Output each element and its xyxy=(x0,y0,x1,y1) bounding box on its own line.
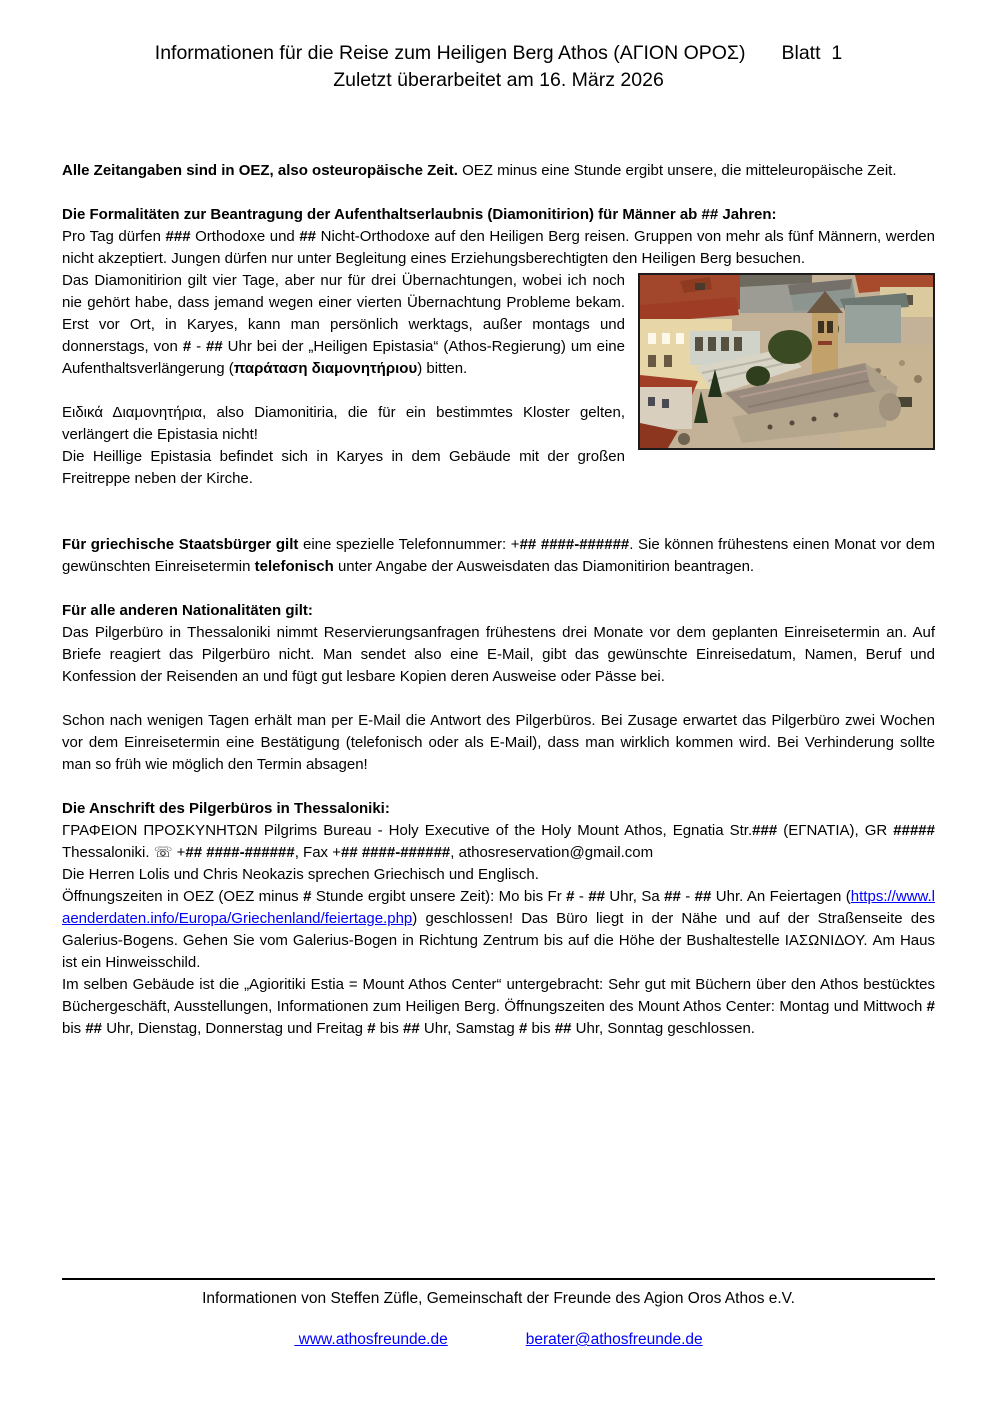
title-line-1 xyxy=(62,40,935,67)
text-run: OEZ minus eine Stunde ergibt unsere, die mitteleuropäische Zeit. xyxy=(457,162,897,179)
text-run: bis xyxy=(375,1020,404,1037)
text-run: - xyxy=(574,888,589,905)
text-run: Uhr, Sonntag geschlossen. xyxy=(571,1020,755,1037)
text-run: ### xyxy=(752,822,778,839)
blank-line xyxy=(62,578,935,600)
text-run: ## xyxy=(299,228,317,245)
document-footer xyxy=(62,1278,935,1409)
paragraph xyxy=(62,710,935,776)
text-run: telefonisch xyxy=(254,558,334,575)
email-link[interactable]: berater@athosfreunde.de xyxy=(525,1331,703,1348)
text-run: ## xyxy=(85,1020,103,1037)
text-run: + xyxy=(172,844,186,861)
blank-line xyxy=(62,490,935,512)
text-run: Orthodoxe und xyxy=(190,228,300,245)
paragraph xyxy=(62,226,935,270)
revision-date: Zuletzt überarbeitet am 16. März 2026 xyxy=(333,69,664,91)
paragraph xyxy=(62,160,935,182)
blank-line xyxy=(62,776,935,798)
document-header xyxy=(62,40,935,94)
aerial-photo-karyes xyxy=(638,273,935,450)
paragraph-heading xyxy=(62,600,935,622)
intro-section xyxy=(62,160,935,270)
text-run: - xyxy=(680,888,695,905)
main-section xyxy=(62,490,935,1040)
text-run: Uhr, Samstag xyxy=(419,1020,519,1037)
text-run: ## xyxy=(694,888,712,905)
paragraph-heading xyxy=(62,798,935,820)
text-run: ) bitten. xyxy=(417,360,468,377)
text-run: Ειδικά Διαμονητήρια, also Diamonitiria, die für ein bestimmtes Kloster gelten, verlängert die Epistasia nicht! xyxy=(62,404,625,443)
text-run: Alle Zeitangaben sind in OEZ, also osteuropäische Zeit. xyxy=(62,162,458,179)
text-run: ## ####-###### xyxy=(519,536,630,553)
text-run: Die Heillige Epistasia befindet sich in Karyes in dem Gebäude mit der großen Freitreppe neben der Kirche. xyxy=(62,448,625,487)
text-run: ## xyxy=(554,1020,572,1037)
text-run: ## xyxy=(664,888,681,905)
text-run: Die Formalitäten zur Beantragung der Aufenthaltserlaubnis (Diamonitirion) für Männer ab ## Jahren: xyxy=(62,206,777,223)
text-run: Die Herren Lolis und Chris Neokazis sprechen Griechisch und Englisch. xyxy=(62,866,539,883)
footer-divider xyxy=(62,1278,935,1280)
paragraph xyxy=(62,622,935,688)
blank-line xyxy=(62,688,935,710)
text-run: # xyxy=(518,1020,528,1037)
text-run: Für griechische Staatsbürger gilt xyxy=(62,536,299,553)
text-run: ### xyxy=(165,228,191,245)
document-body xyxy=(62,160,935,1040)
footer-links xyxy=(62,1331,935,1349)
text-run: Uhr, Dienstag, Donnerstag und Freitag xyxy=(102,1020,368,1037)
website-link[interactable]: www.athosfreunde.de xyxy=(294,1331,448,1348)
text-run: Im selben Gebäude ist die „Agioritiki Estia = Mount Athos Center“ untergebracht: Sehr gut mit Büchern über den Athos bestücktes Büchergeschäft, Ausstellungen, Informationen zum Heiligen Berg. Öffnungszeiten des Mount Athos Center: Montag und Mittwoch xyxy=(62,976,935,1015)
text-run: , athosreservation@gmail.com xyxy=(450,844,654,861)
aerial-photo-image xyxy=(640,275,933,448)
text-run: ΓΡΑΦΕΙΟΝ ΠΡΟΣΚΥΝΗΤΩΝ Pilgrims Bureau - Holy Executive of the Holy Mount Athos, Egnatia Str. xyxy=(62,822,753,839)
text-run: ## xyxy=(403,1020,420,1037)
text-run: eine spezielle Telefonnummer: + xyxy=(298,536,520,553)
text-run: Pro Tag dürfen xyxy=(62,228,166,245)
text-run: ##### xyxy=(893,822,935,839)
text-run: Stunde ergibt unsere Zeit): Mo bis Fr xyxy=(311,888,567,905)
text-run: , Fax + xyxy=(294,844,341,861)
blank-line xyxy=(62,512,935,534)
text-run: # xyxy=(182,338,192,355)
hyperlink[interactable]: https://www.laenderdaten.info/Europa/Griechenland/feiertage.php xyxy=(62,888,935,927)
text-run: # xyxy=(367,1020,376,1037)
text-run: Uhr. An Feiertagen ( xyxy=(711,888,851,905)
text-run: Die Anschrift des Pilgerbüros in Thessaloniki: xyxy=(62,800,390,817)
text-run: Schon nach wenigen Tagen erhält man per E-Mail die Antwort des Pilgerbüros. Bei Zusage erwartet das Pilgerbüro zwei Wochen vor dem Einreisetermin eine Bestätigung (telefonisch oder als E-Mail), dass man wirklich kommen wird. Bei Verhinderung sollte man so früh wie möglich den Termin absagen! xyxy=(62,712,935,773)
footer-credit: Informationen von Steffen Züfle, Gemeinschaft der Freunde des Agion Oros Athos e.V. xyxy=(202,1290,795,1307)
paragraph xyxy=(62,864,935,886)
paragraph xyxy=(62,820,935,864)
text-run: - xyxy=(191,338,207,355)
sheet-number: Blatt 1 xyxy=(781,42,843,64)
text-run: παράταση διαμονητήριου xyxy=(233,360,418,377)
text-run: ## xyxy=(206,338,223,355)
text-run: # xyxy=(303,888,312,905)
text-run: Nicht-Orthodoxe auf den Heiligen Berg reisen. Gruppen von mehr als fünf Männern, werden nicht akzeptiert. Jungen dürfen nur unter Begleitung eines Erziehungsberechtigten den Heiligen Berg besuchen. xyxy=(62,228,935,267)
phone-icon: ☏ xyxy=(153,844,173,861)
text-run: # xyxy=(566,888,575,905)
text-run: Uhr, Sa xyxy=(605,888,665,905)
paragraph-heading xyxy=(62,204,935,226)
paragraph xyxy=(62,974,935,1040)
text-run: Uhr bei der „Heiligen Epistasia“ (Athos-Regierung) um eine Aufenthaltsverlängerung ( xyxy=(62,338,625,377)
text-run: ## ####-###### xyxy=(185,844,295,861)
paragraph xyxy=(62,534,935,578)
photo-wrap-section xyxy=(62,270,935,490)
text-run: # xyxy=(926,998,935,1015)
paragraph xyxy=(62,886,935,974)
text-run: unter Angabe der Ausweisdaten das Diamonitirion beantragen. xyxy=(333,558,755,575)
blank-line xyxy=(62,182,935,204)
text-run: Für alle anderen Nationalitäten gilt: xyxy=(62,602,313,619)
text-run: ## xyxy=(588,888,605,905)
text-run: Öffnungszeiten in OEZ (OEZ minus xyxy=(62,888,304,905)
paragraph xyxy=(62,446,935,490)
page-title: Informationen für die Reise zum Heiligen Berg Athos (ΑΓΙΟΝ ΟΡΟΣ) xyxy=(154,42,746,64)
text-run: bis xyxy=(62,1020,86,1037)
text-run: Das Diamonitirion gilt vier Tage, aber nur für drei Übernachtungen, wobei ich noch nie gehört habe, dass jemand wegen einer vierten Übernachtung Probleme bekam. Erst vor Ort, in Karyes, kann man persönlich werktags, außer montags und donnerstags, von xyxy=(62,272,625,355)
text-run: Thessaloniki. xyxy=(62,844,154,861)
text-run: ) geschlossen! Das Büro liegt in der Nähe und auf der Straßenseite des Galerius-Bogens. Gehen Sie vom Galerius-Bogen in Richtung Zentrum bis auf die Höhe der Bushaltestelle ΙΑΣΩΝΙΔΟΥ. Am Haus ist ein Hinweisschild. xyxy=(62,910,935,971)
text-run: bis xyxy=(527,1020,555,1037)
text-run: (ΕΓΝΑΤΙΑ), GR xyxy=(777,822,894,839)
text-run: ## ####-###### xyxy=(340,844,451,861)
text-run: . Sie können frühestens einen Monat vor dem gewünschten Einreisetermin xyxy=(62,536,936,575)
text-run: Das Pilgerbüro in Thessaloniki nimmt Reservierungsanfragen frühestens drei Monate vor dem geplanten Einreisetermin an. Auf Briefe reagiert das Pilgerbüro nicht. Man sendet also eine E-Mail, gibt das gewünschte Einreisedatum, Namen, Beruf und Konfession der Reisenden an und fügt gut lesbare Kopien deren Ausweise oder Pässe bei. xyxy=(62,624,935,685)
